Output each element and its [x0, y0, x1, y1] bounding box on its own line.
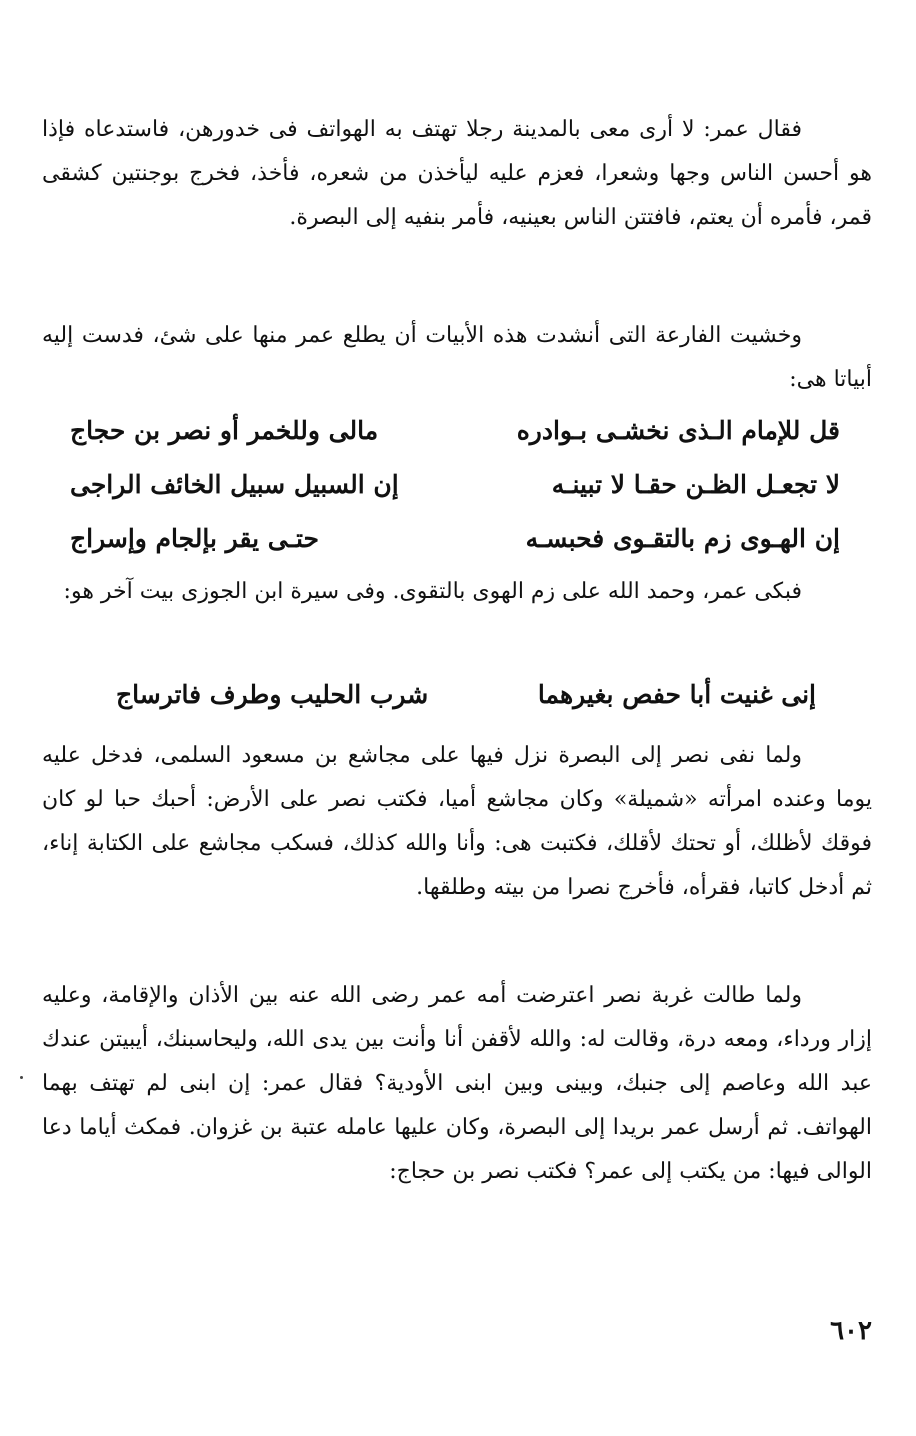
verse-2-first-hemistich: لا تجعـل الظـن حقـا لا تبينـه [551, 470, 840, 499]
paragraph-3: فبكى عمر، وحمد الله على زم الهوى بالتقوى. وفى سيرة ابن الجوزى بيت آخر هو: [63, 579, 802, 604]
paragraph-4: ولما نفى نصر إلى البصرة نزل فيها على مجاشع بن مسعود السلمى، فدخل عليه يوما وعنده امرأته «شميلة» وكان مجاشع أميا، فكتب نصر على الأرض: أحبك حبا لو كان فوقك لأظلك، أو تحتك لأقلك، فكتبت هى: وأنا والله كذلك، فسكب مجاشع على الكتابة إناء، ثم أدخل كاتبا، فقرأه، فأخرج نصرا من بيته وطلقها. [42, 743, 872, 900]
scan-speck [20, 1076, 23, 1079]
verse-4-first-hemistich: إنى غنيت أبا حفص بغيرهما [537, 680, 816, 709]
poem-verses-1 [70, 404, 840, 566]
verse-4-second-hemistich: شرب الحليب وطرف فاترساج [116, 680, 429, 709]
verse-3 [70, 512, 840, 566]
paragraph-2: وخشيت الفارعة التى أنشدت هذه الأبيات أن يطلع عمر منها على شئ، فدست إليه أبياتا هى: [42, 323, 872, 392]
verse-2 [70, 458, 840, 512]
verse-1-first-hemistich: قل للإمام الـذى نخشـى بـوادره [516, 416, 840, 445]
verse-3-first-hemistich: إن الهـوى زم بالتقـوى فحبسـه [525, 524, 840, 553]
verse-2-second-hemistich: إن السبيل سبيل الخائف الراجى [70, 470, 399, 499]
verse-1-second-hemistich: مالى وللخمر أو نصر بن حجاج [70, 416, 379, 445]
page-number: ٦٠٢ [830, 1316, 872, 1346]
verse-3-second-hemistich: حتـى يقر بإلجام وإسراج [70, 524, 319, 553]
verse-4 [116, 668, 816, 722]
poem-verses-2 [116, 668, 816, 722]
paragraph-1: فقال عمر: لا أرى معى بالمدينة رجلا تهتف به الهواتف فى خدورهن، فاستدعاه فإذا هو أحسن الناس وجها وشعرا، فعزم عليه ليأخذن من شعره، فأخذ، فخرج بوجنتين كشقى قمر، فأمره أن يعتم، فافتتن الناس بعينيه، فأمر بنفيه إلى البصرة. [42, 117, 872, 230]
paragraph-5: ولما طالت غربة نصر اعترضت أمه عمر رضى الله عنه بين الأذان والإقامة، وعليه إزار ورداء، ومعه درة، وقالت له: والله لأقفن أنا وأنت بين يدى الله، وليحاسبنك، أيبيتن عندك عبد الله وعاصم إلى جنبك، وبينى وبين ابنى الأودية؟ فقال عمر: إن ابنى لم تهتف بهما الهواتف. ثم أرسل عمر بريدا إلى البصرة، وكان عليها عامله عتبة بن غزوان. فمكث أياما دعا الوالى فيها: من يكتب إلى عمر؟ فكتب نصر بن حجاج: [42, 983, 872, 1184]
verse-1 [70, 404, 840, 458]
